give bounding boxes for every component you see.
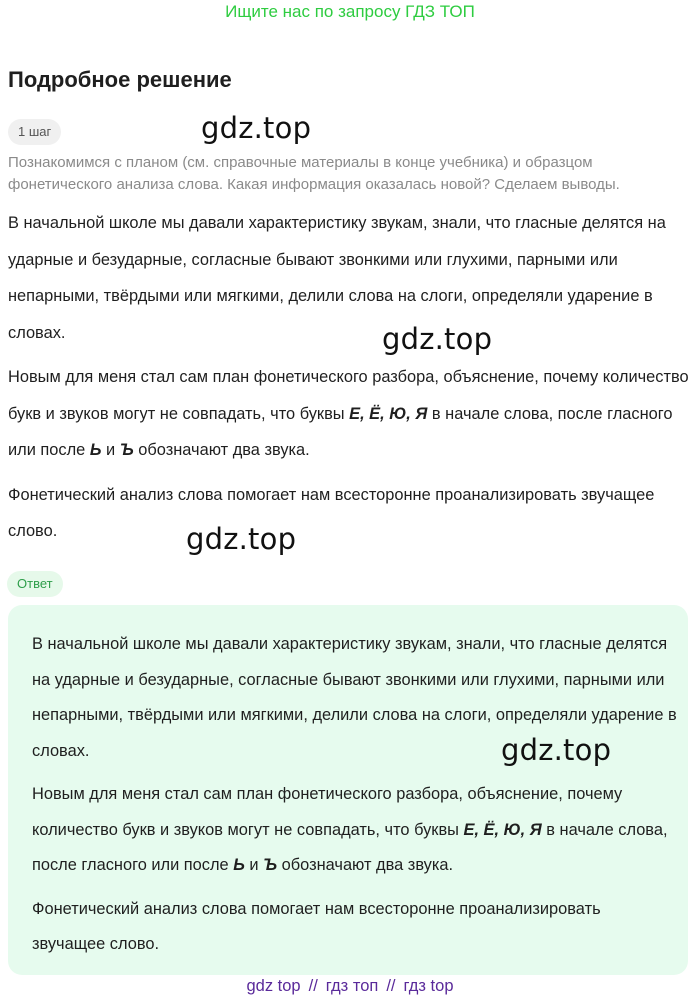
- letters-highlight: Е, Ё, Ю, Я: [463, 820, 542, 839]
- solution-text: [8, 205, 692, 558]
- watermark: gdz.top: [201, 111, 312, 145]
- task-text: Познакомимся с планом (см. справочные материалы в конце учебника) и образцом фонетического анализа слова. Какая информация оказалась новой? Сделаем выводы.: [8, 154, 620, 193]
- hard-sign: Ъ: [119, 441, 134, 459]
- footer-link-gdz-top-mixed[interactable]: гдз top: [403, 977, 454, 995]
- footer-separator: //: [308, 977, 318, 995]
- footer-links: [0, 975, 700, 997]
- solution-paragraph: В начальной школе мы давали характеристику звукам, знали, что гласные делятся на ударные и безударные, согласные бывают звонкими или глухими, парными или непарными, твёрдыми или мягкими, делили слова на слоги, определяли ударение в словах.: [8, 214, 666, 342]
- footer-link-gdz-top-ru[interactable]: гдз топ: [325, 977, 379, 995]
- letters-highlight: Е, Ё, Ю, Я: [349, 404, 428, 423]
- promo-banner[interactable]: Ищите нас по запросу ГДЗ ТОП: [225, 2, 475, 21]
- solution-paragraph: Фонетический анализ слова помогает нам всесторонне проанализировать звучащее слово.: [8, 485, 655, 540]
- watermark: gdz.top: [186, 522, 297, 556]
- footer-separator: //: [386, 977, 396, 995]
- answer-paragraph: Новым для меня стал сам план фонетического разбора, объяснение, почему количество букв и звуков могут не совпадать, что буквы Е, Ё, Ю, Я в начале слова, после гласного или после Ь и Ъ обозначают два звука.: [32, 785, 668, 874]
- soft-sign: Ь: [89, 441, 102, 459]
- watermark: gdz.top: [382, 322, 493, 356]
- hard-sign: Ъ: [263, 856, 278, 874]
- footer-link-gdz-top[interactable]: gdz top: [246, 977, 301, 995]
- answer-text: [32, 627, 678, 971]
- page-title: Подробное решение: [8, 67, 232, 92]
- answer-badge: Ответ: [7, 571, 63, 597]
- watermark: gdz.top: [501, 733, 612, 767]
- soft-sign: Ь: [233, 856, 245, 874]
- solution-paragraph: Новым для меня стал сам план фонетического разбора, объяснение, почему количество букв и звуков могут не совпадать, что буквы Е, Ё, Ю, Я в начале слова, после гласного или после Ь и Ъ обозначают два звука.: [8, 368, 689, 459]
- answer-box: [8, 605, 688, 975]
- step-badge: 1 шаг: [8, 119, 61, 145]
- answer-paragraph: Фонетический анализ слова помогает нам всесторонне проанализировать звучащее слово.: [32, 899, 601, 953]
- answer-paragraph: В начальной школе мы давали характеристику звукам, знали, что гласные делятся на ударные и безударные, согласные бывают звонкими или глухими, парными или непарными, твёрдыми или мягкими, делили слова на слоги, определяли ударение в словах.: [32, 635, 677, 760]
